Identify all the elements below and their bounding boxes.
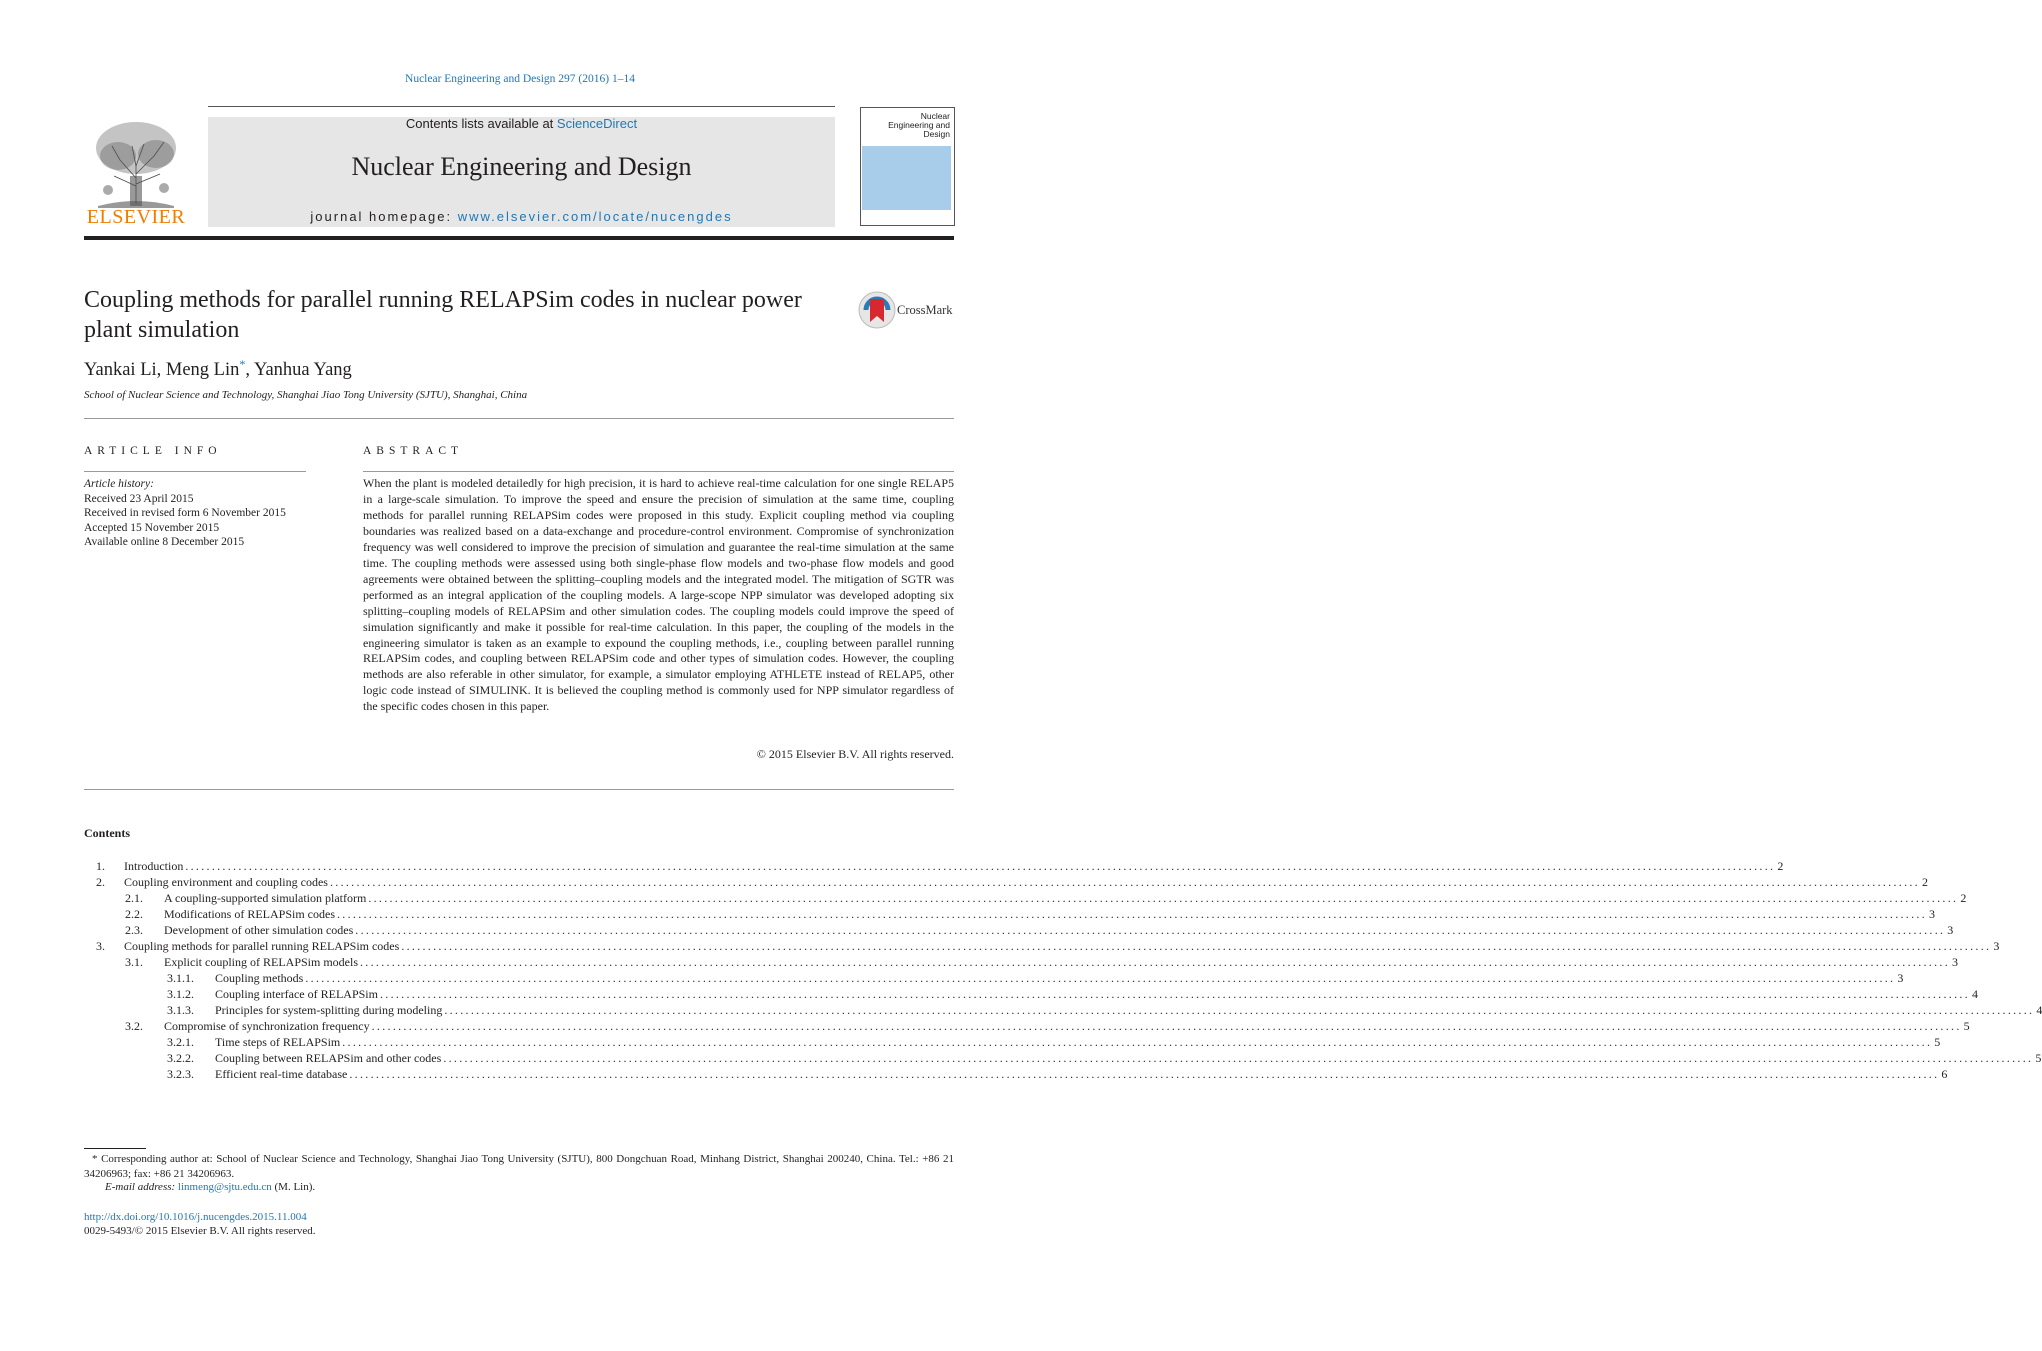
toc-number: 1.	[96, 859, 105, 873]
toc-number: 3.1.3.	[167, 1003, 194, 1017]
toc-title[interactable]: Time steps of RELAPSim	[215, 1035, 341, 1049]
journal-title: Nuclear Engineering and Design	[351, 152, 692, 181]
abstract-rule	[363, 471, 954, 472]
contents-prefix: Contents lists available at	[405, 116, 557, 131]
history-label: Article history:	[84, 478, 154, 490]
toc-entry[interactable]	[84, 890, 1967, 906]
toc-entry[interactable]	[84, 874, 1928, 890]
toc-entry[interactable]	[84, 922, 1954, 938]
toc-page-number: 5	[2035, 1051, 2042, 1065]
toc-number: 3.2.	[125, 1019, 143, 1033]
toc-page-number: 3	[1929, 907, 1935, 921]
toc-page-number: 3	[1993, 939, 2000, 953]
email-link[interactable]: linmeng@sjtu.edu.cn	[177, 1181, 272, 1193]
email-label: E-mail address:	[105, 1181, 178, 1193]
journal-citation[interactable]: Nuclear Engineering and Design 297 (2016) 1–14	[405, 73, 635, 85]
affiliation: School of Nuclear Science and Technology, Shanghai Jiao Tong University (SJTU), Shanghai, China	[84, 389, 528, 401]
toc-leader-dots: ............................................................................................................................................................................................................................................................................................................	[337, 907, 1927, 921]
toc-title[interactable]: Coupling between RELAPSim and other codes	[215, 1051, 442, 1065]
toc-leader-dots: ............................................................................................................................................................................................................................................................................................................	[329, 875, 1920, 889]
toc-title[interactable]: Coupling methods	[215, 971, 304, 985]
toc-line	[164, 922, 1954, 938]
toc-line	[164, 954, 1958, 970]
footnote-text: * Corresponding author at: School of Nuclear Science and Technology, Shanghai Jiao Tong University (SJTU), 800 Dongchuan Road, Minhang District, Shanghai 200240, China. Tel.: +86 21 34206963; fax: +86 21 34206963.	[84, 1153, 954, 1180]
toc-title[interactable]: Explicit coupling of RELAPSim models	[164, 955, 358, 969]
email-suffix: (M. Lin).	[271, 1181, 316, 1193]
toc-leader-dots: ............................................................................................................................................................................................................................................................................................................	[371, 1019, 1962, 1033]
toc-line	[215, 986, 1978, 1002]
abstract-heading: ABSTRACT	[363, 445, 464, 457]
history-online: Available online 8 December 2015	[84, 536, 245, 548]
toc-entry[interactable]	[84, 906, 1935, 922]
toc-title[interactable]: Introduction	[124, 859, 184, 873]
authors-rest: , Yanhua Yang	[245, 360, 352, 381]
email-line	[105, 1181, 315, 1193]
toc-line	[164, 1018, 1970, 1034]
toc-title[interactable]: Compromise of synchronization frequency	[164, 1019, 370, 1033]
toc-title[interactable]: Principles for system-splitting during modeling	[215, 1003, 443, 1017]
article-history	[84, 477, 314, 550]
toc-entry[interactable]	[84, 1002, 2042, 1018]
toc-title[interactable]: Modifications of RELAPSim codes	[164, 907, 335, 921]
toc-entry[interactable]	[84, 1018, 1970, 1034]
title-divider	[84, 418, 954, 419]
toc-line	[124, 874, 1928, 890]
toc-line	[164, 906, 1935, 922]
toc-leader-dots: ............................................................................................................................................................................................................................................................................................................	[355, 923, 1946, 937]
toc-page-number: 4	[2036, 1003, 2042, 1017]
crossmark-icon[interactable]	[858, 291, 896, 329]
cover-footer	[862, 211, 951, 223]
doi-link[interactable]: http://dx.doi.org/10.1016/j.nucengdes.2015.11.004	[84, 1211, 307, 1223]
toc-leader-dots: ............................................................................................................................................................................................................................................................................................................	[185, 859, 1776, 873]
history-revised: Received in revised form 6 November 2015	[84, 507, 286, 519]
toc-page-number: 2	[1921, 875, 1928, 889]
toc-leader-dots: ............................................................................................................................................................................................................................................................................................................	[305, 971, 1896, 985]
toc-page-number: 5	[1963, 1019, 1970, 1033]
cover-image	[862, 146, 951, 210]
toc-page-number: 3	[1947, 923, 1954, 937]
toc-leader-dots: ............................................................................................................................................................................................................................................................................................................	[368, 891, 1959, 905]
toc-title[interactable]: Efficient real-time database	[215, 1067, 348, 1081]
toc-title[interactable]: A coupling-supported simulation platform	[164, 891, 367, 905]
toc-number: 2.2.	[125, 907, 143, 921]
toc-page-number: 2	[1777, 859, 1784, 873]
toc-leader-dots: ............................................................................................................................................................................................................................................................................................................	[401, 939, 1992, 953]
contents-heading: Contents	[84, 826, 131, 840]
article-info-heading: ARTICLE INFO	[84, 445, 222, 457]
toc-leader-dots: ............................................................................................................................................................................................................................................................................................................	[444, 1003, 2035, 1017]
toc-line	[215, 1050, 2042, 1066]
toc-number: 3.2.1.	[167, 1035, 194, 1049]
toc-title[interactable]: Coupling environment and coupling codes	[124, 875, 328, 889]
toc-number: 3.2.2.	[167, 1051, 194, 1065]
toc-entry[interactable]	[84, 954, 1958, 970]
toc-number: 2.	[96, 875, 105, 889]
toc-page-number: 5	[1934, 1035, 1941, 1049]
toc-page-number: 3	[1952, 955, 1958, 969]
toc-number: 2.3.	[125, 923, 143, 937]
toc-line	[215, 1066, 1948, 1082]
toc-page-number: 3	[1897, 971, 1904, 985]
toc-leader-dots: ............................................................................................................................................................................................................................................................................................................	[342, 1035, 1933, 1049]
abstract-copyright: © 2015 Elsevier B.V. All rights reserved.	[756, 747, 954, 761]
toc-line	[124, 858, 1784, 874]
toc-leader-dots: ............................................................................................................................................................................................................................................................................................................	[360, 955, 1950, 969]
toc-entry[interactable]	[84, 858, 1784, 874]
toc-line	[164, 890, 1967, 906]
journal-homepage	[208, 209, 835, 224]
abstract-divider	[84, 789, 954, 790]
header-rule	[208, 106, 835, 107]
toc-title[interactable]: Development of other simulation codes	[164, 923, 354, 937]
toc-number: 2.1.	[125, 891, 143, 905]
toc-entry[interactable]	[84, 938, 2000, 954]
table-of-contents	[84, 858, 2042, 1082]
toc-leader-dots: ............................................................................................................................................................................................................................................................................................................	[349, 1067, 1940, 1081]
sciencedirect-link[interactable]: ScienceDirect	[556, 116, 638, 131]
footnote-rule	[84, 1148, 146, 1149]
toc-number: 3.1.1.	[167, 971, 194, 985]
toc-page-number: 2	[1960, 891, 1967, 905]
toc-entry[interactable]	[84, 970, 1904, 986]
toc-page-number: 6	[1941, 1067, 1948, 1081]
toc-leader-dots: ............................................................................................................................................................................................................................................................................................................	[443, 1051, 2034, 1065]
homepage-link[interactable]: www.elsevier.com/locate/nucengdes	[457, 209, 733, 224]
corresponding-author-mark[interactable]: *	[239, 357, 246, 371]
contents-available	[208, 116, 835, 131]
toc-entry[interactable]	[84, 1050, 2042, 1066]
toc-line	[215, 1002, 2042, 1018]
crossmark-label[interactable]: CrossMark	[897, 303, 953, 317]
article-info-rule	[84, 471, 306, 472]
toc-number: 3.1.	[125, 955, 143, 969]
homepage-prefix: journal homepage:	[310, 209, 458, 224]
abstract-text: When the plant is modeled detailedly for high precision, it is hard to achieve real-time calculation for one single RELAP5 in a large-scale simulation. To improve the speed and ensure the precision of simulation at the same time, coupling methods for parallel running RELAPSim codes were proposed in this study. Explicit coupling method via coupling boundaries was realized based on a data-exchange and procedure-control environment. Compromise of synchronization frequency was well considered to improve the precision of simulation and guarantee the real-time simulation at the same time. The coupling methods were assessed using both single-phase flow models and two-phase flow models and good agreements were obtained between the splitting–coupling models and the integrated model. The mitigation of SGTR was performed as an integral application of the coupling models. A large-scope NPP simulator was developed adopting six splitting–coupling models of RELAPSim and other simulation codes. The coupling models could improve the speed of simulation significantly and make it possible for real-time calculation. In this paper, the coupling of the models in the engineering simulator is taken as an example to expound the coupling methods, i.e., coupling between parallel running RELAPSim codes, and coupling between RELAPSim code and other types of simulation codes. However, the coupling methods are also referable in other simulator, for example, a simulator employing ATHLETE instead of RELAP5, other logic code instead of SIMULINK. It is believed the coupling method is commonly used for NPP simulator regardless of the specific codes chosen in this paper.	[363, 476, 954, 714]
toc-title[interactable]: Coupling methods for parallel running RELAPSim codes	[124, 939, 400, 953]
history-received: Received 23 April 2015	[84, 492, 194, 505]
header-thick-rule	[84, 236, 954, 240]
issn-copyright: 0029-5493/© 2015 Elsevier B.V. All rights reserved.	[84, 1225, 316, 1237]
author-list	[84, 357, 352, 381]
authors-main: Yankai Li, Meng Lin	[84, 360, 240, 381]
toc-entry[interactable]	[84, 986, 1978, 1002]
toc-number: 3.1.2.	[167, 987, 194, 1001]
corresponding-footnote	[84, 1152, 954, 1182]
toc-line	[124, 938, 2000, 954]
toc-line	[215, 1034, 1941, 1050]
elsevier-wordmark: ELSEVIER	[86, 206, 186, 228]
toc-page-number: 4	[1971, 987, 1978, 1001]
cover-title: Nuclear Engineering and Design	[888, 111, 950, 139]
toc-entry[interactable]	[84, 1034, 1941, 1050]
toc-leader-dots: ............................................................................................................................................................................................................................................................................................................	[379, 987, 1970, 1001]
article-title: Coupling methods for parallel running RELAPSim codes in nuclear power plant simulation	[84, 287, 802, 343]
toc-title[interactable]: Coupling interface of RELAPSim	[215, 987, 378, 1001]
history-accepted: Accepted 15 November 2015	[84, 521, 220, 534]
toc-entry[interactable]	[84, 1066, 1948, 1082]
toc-line	[215, 970, 1904, 986]
toc-number: 3.	[96, 939, 105, 953]
toc-number: 3.2.3.	[167, 1067, 194, 1081]
